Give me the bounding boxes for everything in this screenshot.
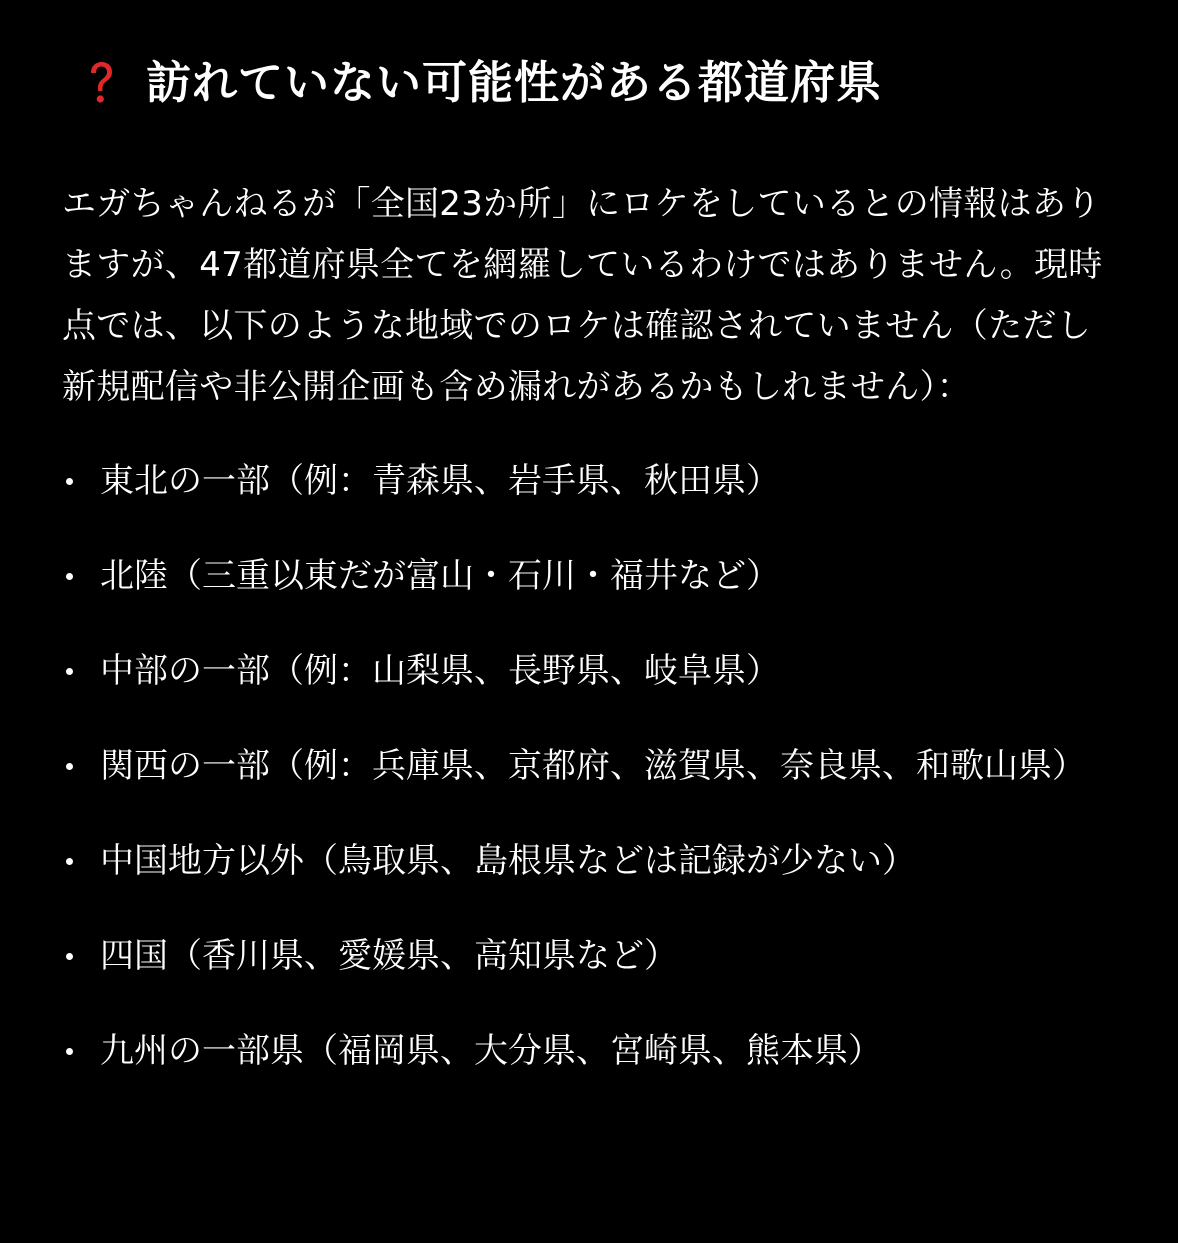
- heading-title: 訪れていない可能性がある都道府県: [146, 56, 883, 109]
- bullet-dot: [66, 858, 73, 865]
- list-item-text: 北陸（三重以東だが富山・石川・福井など）: [100, 556, 780, 596]
- section-heading: [78, 52, 1118, 114]
- list-item: [62, 452, 1118, 510]
- bullet-dot: [66, 953, 73, 960]
- bullet-dot: [66, 668, 73, 675]
- bullet-dot: [66, 478, 73, 485]
- list-item-text: 関西の一部（例：兵庫県、京都府、滋賀県、奈良県、和歌山県）: [100, 746, 1086, 786]
- list-item: [62, 832, 1118, 890]
- bullet-dot: [66, 1048, 73, 1055]
- bullet-dot: [66, 573, 73, 580]
- list-item: [62, 927, 1118, 985]
- list-item-text: 中国地方以外（鳥取県、島根県などは記録が少ない）: [100, 841, 916, 881]
- list-item: [62, 1022, 1118, 1080]
- list-item: [62, 642, 1118, 700]
- list-item-text: 九州の一部県（福岡県、大分県、宮崎県、熊本県）: [100, 1031, 882, 1071]
- prefecture-list: [62, 452, 1118, 1080]
- list-item: [62, 737, 1118, 795]
- list-item-text: 中部の一部（例：山梨県、長野県、岐阜県）: [100, 651, 780, 691]
- list-item-text: 四国（香川県、愛媛県、高知県など）: [100, 936, 678, 976]
- red-question-mark-icon: [78, 60, 124, 106]
- bullet-dot: [66, 763, 73, 770]
- list-item: [62, 547, 1118, 605]
- list-item-text: 東北の一部（例：青森県、岩手県、秋田県）: [100, 461, 780, 501]
- intro-paragraph: エガちゃんねるが「全国23か所」にロケをしているとの情報はありますが、47都道府県全てを網羅しているわけではありません。現時点では、以下のような地域でのロケは確認されていません（ただし新規配信や非公開企画も含め漏れがあるかもしれません）：: [62, 184, 1103, 407]
